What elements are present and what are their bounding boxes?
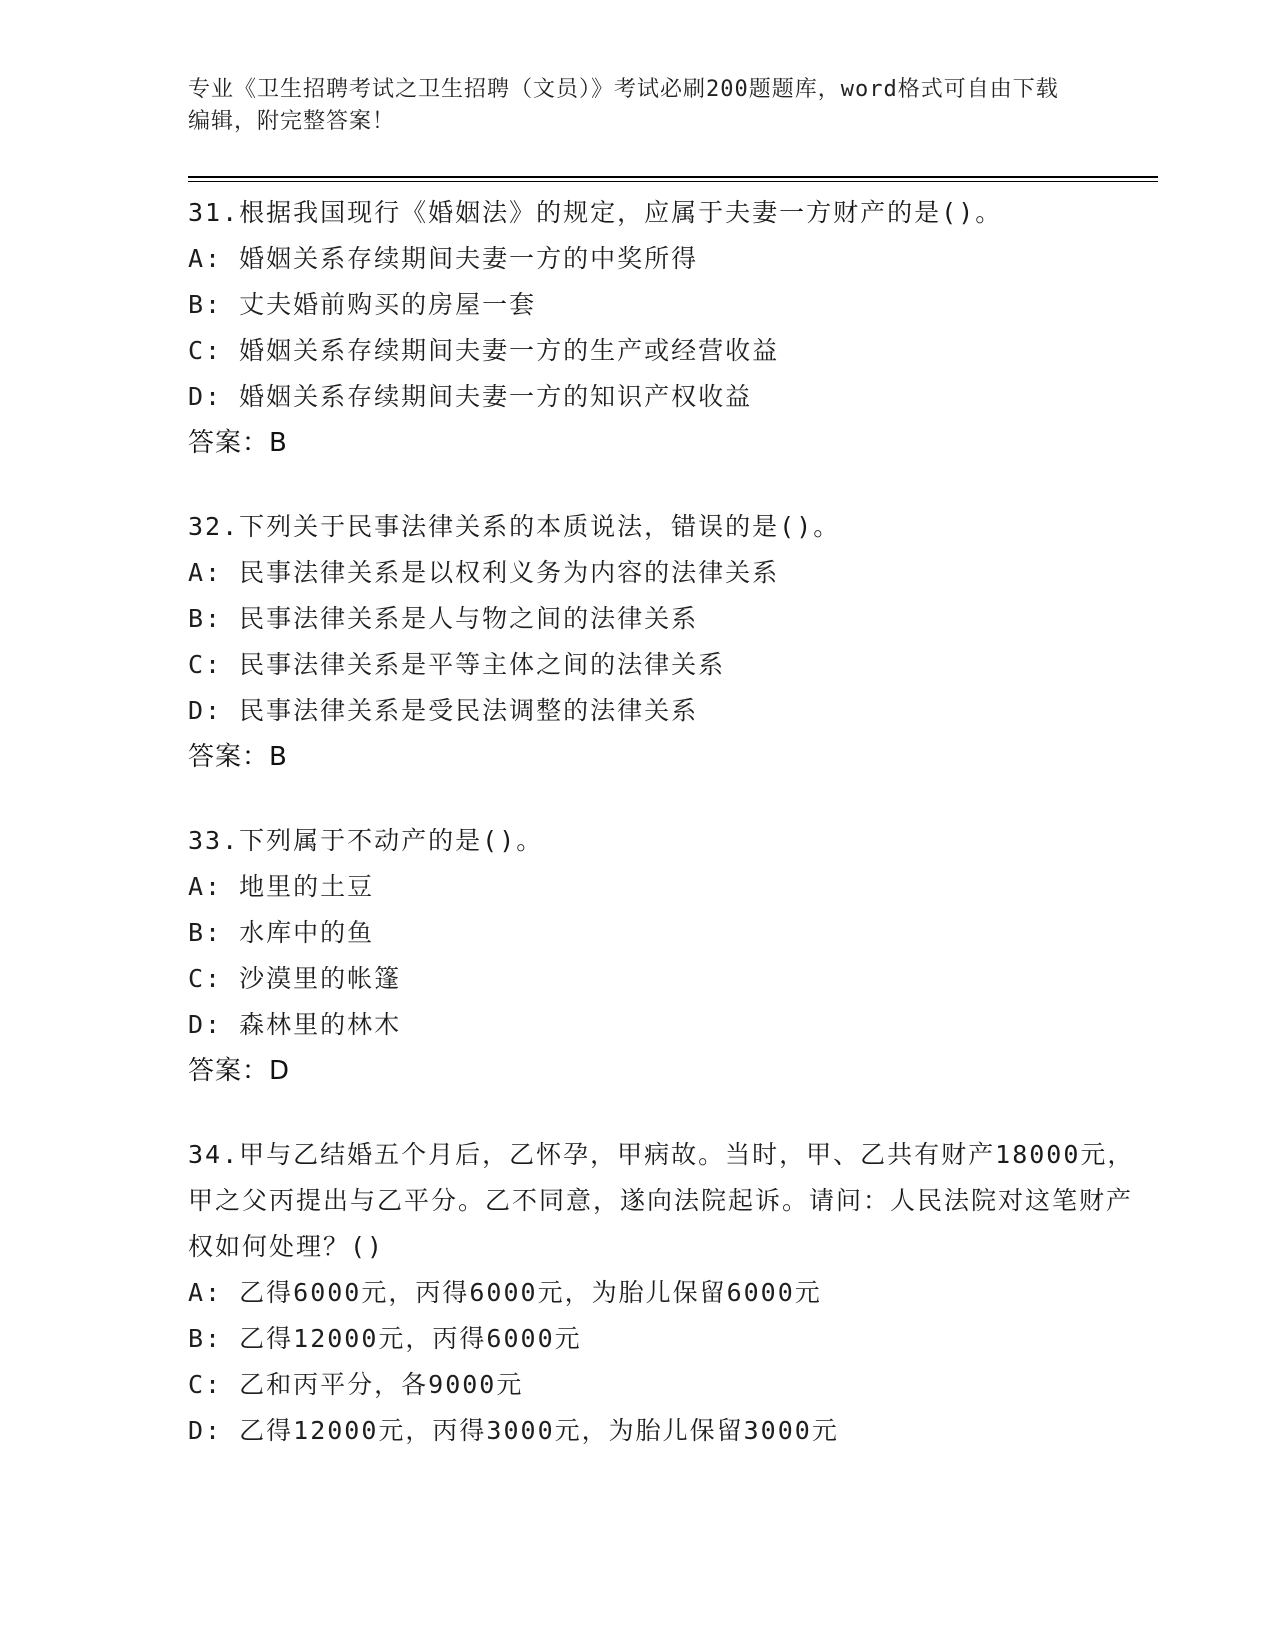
option-b: B: 民事法律关系是人与物之间的法律关系 (188, 604, 699, 633)
option-d: D: 乙得12000元，丙得3000元，为胎儿保留3000元 (188, 1416, 839, 1445)
option-b: B: 丈夫婚前购买的房屋一套 (188, 290, 537, 319)
question-31 (188, 190, 1148, 466)
question-stem: 34.甲与乙结婚五个月后，乙怀孕，甲病故。当时，甲、乙共有财产18000元，甲之父丙提出与乙平分。乙不同意，遂向法院起诉。请问：人民法院对这笔财产权如何处理？() (188, 1140, 1135, 1261)
option-c: C: 沙漠里的帐篷 (188, 964, 402, 993)
question-stem: 32.下列关于民事法律关系的本质说法，错误的是()。 (188, 512, 841, 541)
question-33 (188, 818, 1148, 1094)
option-b: B: 乙得12000元，丙得6000元 (188, 1324, 582, 1353)
question-stem: 31.根据我国现行《婚姻法》的规定，应属于夫妻一方财产的是()。 (188, 198, 1003, 227)
option-b: B: 水库中的鱼 (188, 918, 375, 947)
question-34 (188, 1132, 1148, 1454)
option-d: D: 婚姻关系存续期间夫妻一方的知识产权收益 (188, 382, 753, 411)
option-c: C: 婚姻关系存续期间夫妻一方的生产或经营收益 (188, 336, 780, 365)
option-d: D: 森林里的林木 (188, 1010, 402, 1039)
option-d: D: 民事法律关系是受民法调整的法律关系 (188, 696, 699, 725)
header-rule-thin (188, 181, 1158, 182)
answer: 答案：D (188, 1056, 291, 1086)
option-a: A: 地里的土豆 (188, 872, 375, 901)
question-list (188, 190, 1148, 1492)
answer: 答案：B (188, 428, 288, 458)
option-a: A: 乙得6000元，丙得6000元，为胎儿保留6000元 (188, 1278, 822, 1307)
question-stem: 33.下列属于不动产的是()。 (188, 826, 544, 855)
option-c: C: 乙和丙平分，各9000元 (188, 1370, 524, 1399)
header-rule-thick (188, 176, 1158, 178)
option-a: A: 民事法律关系是以权利义务为内容的法律关系 (188, 558, 780, 587)
document-header: 专业《卫生招聘考试之卫生招聘（文员）》考试必刷200题题库，word格式可自由下载编辑，附完整答案！ (188, 77, 1059, 134)
answer: 答案：B (188, 742, 288, 772)
question-32 (188, 504, 1148, 780)
option-a: A: 婚姻关系存续期间夫妻一方的中奖所得 (188, 244, 699, 273)
option-c: C: 民事法律关系是平等主体之间的法律关系 (188, 650, 726, 679)
